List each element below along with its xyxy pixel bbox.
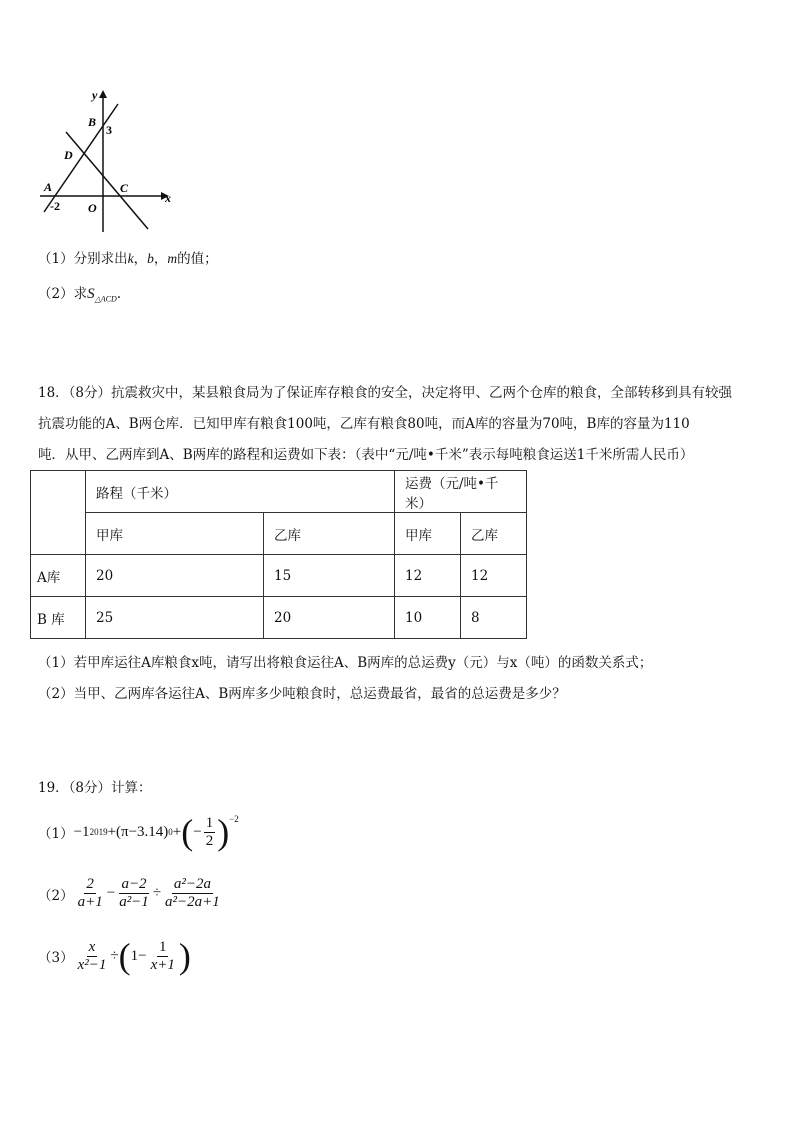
sep2: ， bbox=[153, 251, 168, 267]
q19-part2 bbox=[38, 876, 224, 911]
table-corner-cell bbox=[31, 471, 86, 555]
q19-p1-b: +(π−3.14) bbox=[107, 823, 169, 840]
sub-header-cell: 乙库 bbox=[264, 513, 395, 555]
q19-p2-fraction-2 bbox=[117, 876, 151, 911]
q17-part1 bbox=[38, 249, 218, 269]
q19-p1-minus: − bbox=[193, 823, 202, 840]
label-y: y bbox=[92, 88, 98, 102]
q19-p1-a-exp: 2019 bbox=[89, 827, 108, 837]
label-x: x bbox=[165, 191, 171, 205]
table-cell: 20 bbox=[264, 597, 395, 639]
var-k: k bbox=[127, 251, 134, 266]
q19-p1-a: −1 bbox=[73, 823, 90, 840]
sub-header-cell: 乙库 bbox=[461, 513, 527, 555]
q19-p3-fraction-1 bbox=[76, 939, 109, 974]
table-cell: 12 bbox=[395, 555, 461, 597]
table-row bbox=[31, 597, 527, 639]
y-axis-arrow bbox=[99, 90, 107, 98]
label-o: O bbox=[88, 201, 97, 215]
q19-p1-b-exp: 0 bbox=[168, 827, 173, 837]
table-row bbox=[31, 555, 527, 597]
q17-part1-pre: （1）分别求出 bbox=[38, 251, 128, 267]
q19-p2-op1: − bbox=[106, 885, 116, 901]
table-cell: 20 bbox=[86, 555, 264, 597]
label-3: 3 bbox=[106, 123, 112, 137]
q19-p1-label: （1） bbox=[38, 826, 74, 842]
label-b: B bbox=[88, 115, 97, 129]
q19-part1 bbox=[38, 814, 239, 850]
header-cost: 运费（元/吨•千米） bbox=[395, 471, 527, 513]
q19-p2-fraction-1 bbox=[76, 876, 105, 911]
sep1: ， bbox=[133, 251, 148, 267]
header-distance: 路程（千米） bbox=[86, 471, 395, 513]
q18-line2: 抗震功能的A、B两仓库．已知甲库有粮食100吨，乙库有粮食80吨，而A库的容量为70吨，B库的容量为110 bbox=[38, 416, 690, 432]
q19-p2-op2: ÷ bbox=[152, 885, 162, 901]
q19-p2-fraction-3 bbox=[163, 876, 222, 911]
fraction-denominator: x²−1 bbox=[77, 956, 107, 973]
q19-p3-op: ÷ bbox=[110, 947, 119, 964]
q19-title: 19．（8分）计算： bbox=[38, 780, 152, 796]
fraction-denominator: a²−1 bbox=[119, 894, 149, 910]
q19-p2-label: （2） bbox=[38, 887, 74, 904]
q17-part2-post: . bbox=[116, 286, 122, 302]
q19-p3-fraction-2 bbox=[149, 939, 177, 974]
fraction-denominator: a²−2a+1 bbox=[165, 894, 220, 910]
q18-part1: （1）若甲库运往A库粮食x吨，请写出将粮食运往A、B两库的总运费y（元）与x（吨）的函数关系式； bbox=[38, 655, 653, 671]
right-paren: ) bbox=[178, 936, 191, 976]
fraction-denominator: a+1 bbox=[77, 894, 103, 910]
left-paren: ( bbox=[181, 812, 194, 852]
sub-header-cell: 甲库 bbox=[86, 513, 264, 555]
line-dc bbox=[66, 132, 148, 229]
q18-line3: 吨．从甲、乙两库到A、B两库的路程和运费如下表：（表中“元/吨•千米”表示每吨粮食运送1千米所需人民币） bbox=[38, 447, 694, 463]
q17-part2 bbox=[38, 284, 121, 310]
q19-p1-exp: −2 bbox=[229, 814, 239, 824]
fraction-numerator: x bbox=[88, 938, 96, 955]
q19-p1-c: + bbox=[172, 823, 182, 840]
area-subscript: △ACD bbox=[94, 294, 117, 304]
area-symbol: S bbox=[87, 286, 95, 302]
label-c: C bbox=[120, 181, 129, 195]
row-label: A库 bbox=[31, 555, 86, 597]
fraction-numerator: 1 bbox=[158, 938, 167, 955]
table-subheader-row bbox=[31, 513, 527, 555]
freight-table bbox=[30, 470, 527, 639]
q17-part1-post: 的值； bbox=[177, 251, 218, 267]
table-cell: 8 bbox=[461, 597, 527, 639]
table-cell: 25 bbox=[86, 597, 264, 639]
var-b: b bbox=[147, 251, 154, 266]
table-header-row bbox=[31, 471, 527, 513]
var-m: m bbox=[167, 251, 178, 266]
q17-part2-pre: （2）求 bbox=[38, 286, 88, 302]
fraction-numerator: 1 bbox=[205, 814, 214, 831]
q19-p3-label: （3） bbox=[38, 950, 74, 966]
sub-header-cell: 甲库 bbox=[395, 513, 461, 555]
table-cell: 15 bbox=[264, 555, 395, 597]
label-neg2: -2 bbox=[50, 199, 60, 213]
q18-part2: （2）当甲、乙两库各运往A、B两库多少吨粮食时，总运费最省，最省的总运费是多少？ bbox=[38, 686, 566, 702]
fraction-numerator: 2 bbox=[86, 876, 94, 892]
fraction-denominator: 2 bbox=[205, 832, 214, 849]
table-cell: 10 bbox=[395, 597, 461, 639]
q19-p1-fraction bbox=[204, 815, 216, 850]
left-paren: ( bbox=[118, 936, 131, 976]
table-cell: 12 bbox=[461, 555, 527, 597]
right-paren: ) bbox=[217, 812, 230, 852]
fraction-numerator: a²−2a bbox=[173, 876, 211, 892]
row-label: B 库 bbox=[31, 597, 86, 639]
q18-line1: 18．（8分）抗震救灾中，某县粮食局为了保证库存粮食的安全，决定将甲、乙两个仓库的粮食，全部转移到具有较强 bbox=[38, 385, 733, 401]
label-d: D bbox=[64, 148, 73, 162]
fraction-numerator: a−2 bbox=[121, 876, 147, 892]
coordinate-figure bbox=[36, 82, 186, 242]
q19-part3 bbox=[38, 938, 191, 974]
fraction-denominator: x+1 bbox=[150, 956, 175, 973]
q19-p3-one: 1− bbox=[130, 947, 147, 964]
label-a: A bbox=[44, 180, 53, 194]
